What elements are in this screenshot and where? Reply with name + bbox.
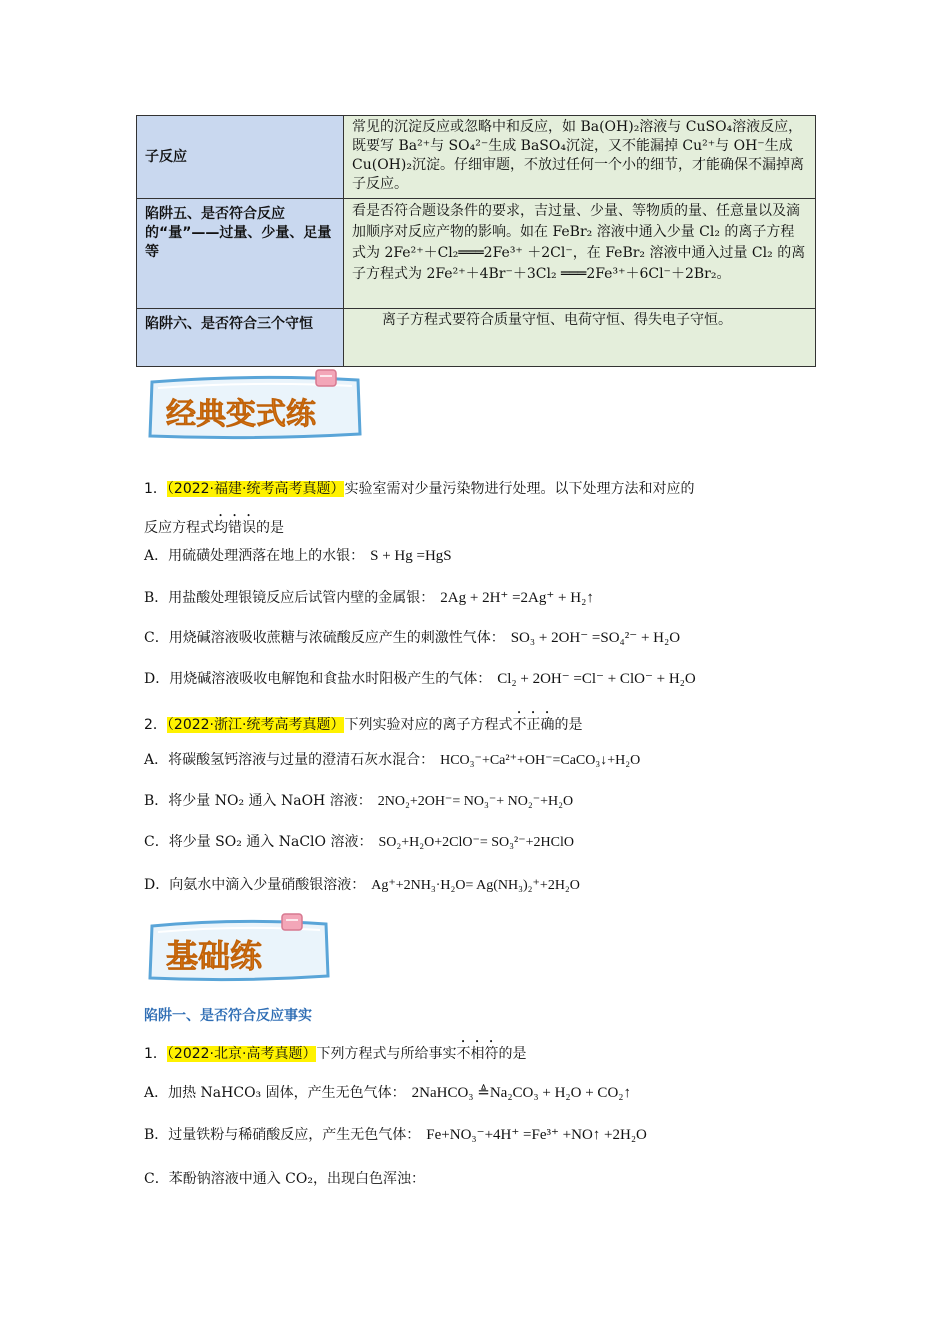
- table-row: [137, 309, 816, 367]
- banner-title: 基础练: [166, 937, 263, 975]
- traps-table: [136, 115, 816, 367]
- option-c[interactable]: C．用烧碱溶液吸收蔗糖与浓硫酸反应产生的刺激性气体： SO₃ + 2OH⁻ =SO₄²⁻ + H₂O: [144, 630, 681, 646]
- trap-name: 陷阱五、是否符合反应的“量”——过量、少量、足量等: [137, 199, 344, 309]
- trap-name: 陷阱六、是否符合三个守恒: [137, 309, 344, 367]
- trap-description: 离子方程式要符合质量守恒、电荷守恒、得失电子守恒。: [344, 309, 816, 367]
- trap-description: 看是否符合题设条件的要求，吉过量、少量、等物质的量、任意量以及滴加顺序对反应产物的影响。如在 FeBr₂ 溶液中通入少量 Cl₂ 的离子方程式为 2Fe²⁺＋Cl₂═══2Fe³⁺ ＋2Cl⁻，在 FeBr₂ 溶液中通入过量 Cl₂ 的离子方程式为 2Fe²⁺＋4Br⁻＋3Cl₂ ═══2Fe³⁺＋6Cl⁻＋2Br₂。: [344, 199, 816, 309]
- option-d[interactable]: D．用烧碱溶液吸收电解饱和食盐水时阳极产生的气体： Cl₂ + 2OH⁻ =Cl⁻ + ClO⁻ + H₂O: [144, 671, 696, 687]
- paper-clip-icon: [282, 914, 302, 930]
- banner-background: [144, 368, 374, 448]
- banner-classic-variants: [144, 368, 374, 448]
- option-c[interactable]: C．将少量 SO₂ 通入 NaClO 溶液： SO₂+H₂O+2ClO⁻= SO₃²⁻+2HClO: [144, 834, 574, 850]
- trap-name: 子反应: [137, 116, 344, 199]
- option-a[interactable]: A．加热 NaHCO₃ 固体，产生无色气体： 2NaHCO₃ ≜Na₂CO₃ + H₂O + CO₂↑: [144, 1085, 631, 1101]
- banner-basic-practice: [144, 912, 344, 988]
- question-source: （2022·北京·高考真题）: [166, 1046, 317, 1062]
- option-d[interactable]: D．向氨水中滴入少量硝酸银溶液： Ag⁺+2NH₃·H₂O= Ag(NH₃)₂⁺+2H₂O: [144, 877, 580, 893]
- question-1-stem-cont: 反应方程式均错误的是: [144, 520, 284, 536]
- banner-background: [144, 912, 344, 988]
- option-a[interactable]: A．将碳酸氢钙溶液与过量的澄清石灰水混合： HCO₃⁻+Ca²⁺+OH⁻=CaCO₃↓+H₂O: [144, 752, 641, 768]
- option-b[interactable]: B．将少量 NO₂ 通入 NaOH 溶液： 2NO₂+2OH⁻= NO₃⁻+ NO₂⁻+H₂O: [144, 793, 574, 809]
- section-heading: 陷阱一、是否符合反应事实: [144, 1008, 312, 1024]
- option-b[interactable]: B．用盐酸处理银镜反应后试管内壁的金属银： 2Ag + 2H⁺ =2Ag⁺ + H₂↑: [144, 590, 594, 606]
- table-row: [137, 199, 816, 309]
- trap-description: 常见的沉淀反应或忽略中和反应，如 Ba(OH)₂溶液与 CuSO₄溶液反应，既要写 Ba²⁺与 SO₄²⁻生成 BaSO₄沉淀，又不能漏掉 Cu²⁺与 OH⁻生成 Cu(OH)₂沉淀。仔细审题，不放过任何一个小的细节，才能确保不漏掉离子反应。: [344, 116, 816, 199]
- question-2-stem: 2．（2022·浙江·统考高考真题）下列实验对应的离子方程式不正确的是: [144, 717, 583, 733]
- option-c[interactable]: C．苯酚钠溶液中通入 CO₂，出现白色浑浊：: [144, 1171, 425, 1187]
- table-row: [137, 116, 816, 199]
- banner-title: 经典变式练: [166, 397, 316, 432]
- option-a[interactable]: A．用硫磺处理洒落在地上的水银： S + Hg =HgS: [144, 548, 452, 564]
- question-3-stem: 1．（2022·北京·高考真题）下列方程式与所给事实不相符的是: [144, 1046, 527, 1062]
- question-source: （2022·浙江·统考高考真题）: [166, 717, 345, 733]
- question-source: （2022·福建·统考高考真题）: [166, 481, 345, 497]
- option-b[interactable]: B．过量铁粉与稀硝酸反应，产生无色气体： Fe+NO₃⁻+4H⁺ =Fe³⁺ +NO↑ +2H₂O: [144, 1127, 647, 1143]
- paper-clip-icon: [316, 370, 336, 386]
- question-1-stem: 1．（2022·福建·统考高考真题）实验室需对少量污染物进行处理。以下处理方法和对应的: [144, 481, 695, 497]
